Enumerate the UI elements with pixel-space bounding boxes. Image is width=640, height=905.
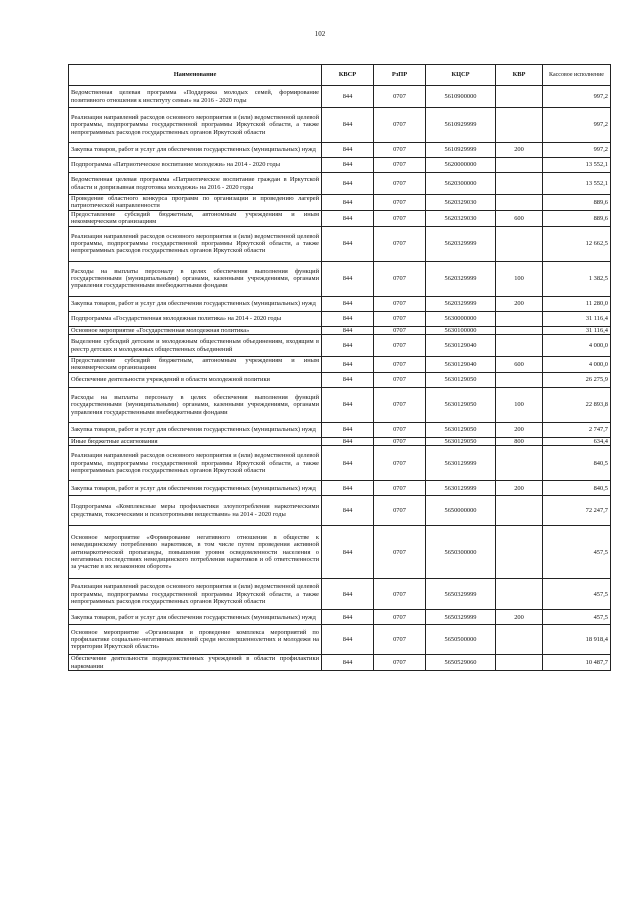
row-kvsr: 844 (322, 422, 374, 437)
row-kcsr: 5630100000 (426, 326, 496, 334)
row-kvsr: 844 (322, 195, 374, 211)
row-cash-execution: 11 280,0 (543, 296, 611, 311)
row-kvsr: 844 (322, 311, 374, 326)
row-rzpr: 0707 (374, 422, 426, 437)
table-row (69, 173, 611, 195)
row-kcsr: 5650000000 (426, 496, 496, 526)
row-name: Расходы на выплаты персоналу в целях обеспечения выполнения функций государственными (муниципальными) органами, казенными учреждениями, органами управления государственными внебюджетными фондами (69, 261, 322, 296)
row-rzpr: 0707 (374, 655, 426, 671)
row-kvsr: 844 (322, 496, 374, 526)
row-kcsr: 5620329999 (426, 261, 496, 296)
row-kvr (496, 158, 543, 173)
table-row (69, 357, 611, 373)
row-cash-execution: 4 000,0 (543, 335, 611, 357)
table-row (69, 437, 611, 445)
row-kcsr: 5610900000 (426, 86, 496, 108)
row-kvr (496, 625, 543, 655)
row-cash-execution: 997,2 (543, 86, 611, 108)
row-name: Иные бюджетные ассигнования (69, 437, 322, 445)
row-kcsr: 5620300000 (426, 173, 496, 195)
row-kcsr: 5630129999 (426, 481, 496, 496)
row-cash-execution: 457,5 (543, 579, 611, 610)
row-kvr (496, 372, 543, 387)
page-number: 102 (314, 30, 326, 38)
table-row (69, 226, 611, 261)
header-kvr: КВР (496, 65, 543, 86)
row-kvsr: 844 (322, 387, 374, 422)
row-name: Расходы на выплаты персоналу в целях обеспечения выполнения функций государственными (муниципальными) органами, казенными учреждениями, органами управления государственными внебюджетными фондами (69, 387, 322, 422)
row-name: Закупка товаров, работ и услуг для обеспечения государственных (муниципальных) нужд (69, 143, 322, 158)
row-rzpr: 0707 (374, 296, 426, 311)
row-kcsr: 5630000000 (426, 311, 496, 326)
row-name: Закупка товаров, работ и услуг для обеспечения государственных (муниципальных) нужд (69, 610, 322, 625)
row-cash-execution: 997,2 (543, 108, 611, 143)
row-kcsr: 5650329999 (426, 610, 496, 625)
row-rzpr: 0707 (374, 357, 426, 373)
row-cash-execution: 31 116,4 (543, 326, 611, 334)
row-rzpr: 0707 (374, 335, 426, 357)
row-cash-execution: 457,5 (543, 526, 611, 579)
row-rzpr: 0707 (374, 579, 426, 610)
row-kvsr: 844 (322, 446, 374, 481)
row-kcsr: 5630129999 (426, 446, 496, 481)
row-kvsr: 844 (322, 296, 374, 311)
row-cash-execution: 840,5 (543, 481, 611, 496)
row-kvr: 200 (496, 481, 543, 496)
row-kvsr: 844 (322, 261, 374, 296)
row-kvr (496, 108, 543, 143)
row-kvr (496, 86, 543, 108)
table-row (69, 481, 611, 496)
row-name: Подпрограмма «Патриотическое воспитание молодежи» на 2014 - 2020 годы (69, 158, 322, 173)
row-name: Обеспечение деятельности учреждений в области молодежной политики (69, 372, 322, 387)
row-cash-execution: 31 116,4 (543, 311, 611, 326)
row-name: Реализация направлений расходов основного мероприятия и (или) ведомственной целевой программы, подпрограммы государственной программы Иркутской области, а также непрограммных расходов государственных органов Иркутской области (69, 226, 322, 261)
row-rzpr: 0707 (374, 226, 426, 261)
row-name: Основное мероприятие «Организация и проведение комплекса мероприятий по профилактике социально-негативных явлений среди несовершеннолетних и молодежи на территории Иркутской области» (69, 625, 322, 655)
row-kvsr: 844 (322, 143, 374, 158)
row-cash-execution: 13 552,1 (543, 173, 611, 195)
row-kvr: 100 (496, 261, 543, 296)
row-rzpr: 0707 (374, 158, 426, 173)
row-kvsr: 844 (322, 158, 374, 173)
row-cash-execution: 22 893,8 (543, 387, 611, 422)
row-kcsr: 5610929999 (426, 108, 496, 143)
row-kvsr: 844 (322, 579, 374, 610)
row-kvsr: 844 (322, 86, 374, 108)
row-rzpr: 0707 (374, 526, 426, 579)
row-cash-execution: 13 552,1 (543, 158, 611, 173)
row-kvr: 600 (496, 357, 543, 373)
row-cash-execution: 997,2 (543, 143, 611, 158)
row-kvsr: 844 (322, 655, 374, 671)
row-name: Основное мероприятие «Формирование негативного отношения в обществе к немедицинскому потреблению наркотиков, в том числе путем проведения активной антинаркотической пропаганды, повышения уровня осведомленности населения о негативных последствиях немедицинского потребления наркотиков и об ответственности за участие в их незаконном обороте» (69, 526, 322, 579)
row-kcsr: 5620000000 (426, 158, 496, 173)
row-kvsr: 844 (322, 481, 374, 496)
row-cash-execution: 26 275,9 (543, 372, 611, 387)
row-kvr: 200 (496, 422, 543, 437)
row-kcsr: 5630129050 (426, 387, 496, 422)
row-kvsr: 844 (322, 335, 374, 357)
row-kvr: 100 (496, 387, 543, 422)
row-kcsr: 5630129040 (426, 335, 496, 357)
row-kvsr: 844 (322, 108, 374, 143)
row-kvr: 200 (496, 296, 543, 311)
row-cash-execution: 10 487,7 (543, 655, 611, 671)
table-row (69, 261, 611, 296)
row-cash-execution: 457,5 (543, 610, 611, 625)
row-name: Основное мероприятие «Государственная молодежная политика» (69, 326, 322, 334)
row-rzpr: 0707 (374, 437, 426, 445)
table-row (69, 326, 611, 334)
row-name: Подпрограмма «Государственная молодежная политика» на 2014 - 2020 годы (69, 311, 322, 326)
table-row (69, 387, 611, 422)
header-kcsr: КЦСР (426, 65, 496, 86)
row-kvsr: 844 (322, 610, 374, 625)
row-rzpr: 0707 (374, 311, 426, 326)
row-name: Закупка товаров, работ и услуг для обеспечения государственных (муниципальных) нужд (69, 422, 322, 437)
row-name: Ведомственная целевая программа «Поддержка молодых семей, формирование позитивного отношения к институту семьи» на 2016 - 2020 годы (69, 86, 322, 108)
table-row (69, 143, 611, 158)
row-cash-execution: 889,6 (543, 195, 611, 211)
row-kvr: 800 (496, 437, 543, 445)
row-kvr (496, 195, 543, 211)
row-kvr (496, 526, 543, 579)
row-name: Ведомственная целевая программа «Патриотическое воспитание граждан в Иркутской области и допризывная подготовка молодежи» на 2016 - 2020 годы (69, 173, 322, 195)
row-rzpr: 0707 (374, 143, 426, 158)
row-name: Предоставление субсидий бюджетным, автономным учреждениям и иным некоммерческим организациям (69, 210, 322, 226)
row-kvsr: 844 (322, 173, 374, 195)
table-row (69, 210, 611, 226)
table-row (69, 195, 611, 211)
row-kcsr: 5650500000 (426, 625, 496, 655)
row-kvsr: 844 (322, 372, 374, 387)
table-row (69, 496, 611, 526)
row-kcsr: 5610929999 (426, 143, 496, 158)
row-rzpr: 0707 (374, 387, 426, 422)
row-name: Выделение субсидий детским и молодежным общественным объединениям, входящим в реестр детских и молодежных общественных объединений (69, 335, 322, 357)
row-kvr: 200 (496, 143, 543, 158)
row-rzpr: 0707 (374, 210, 426, 226)
row-cash-execution: 72 247,7 (543, 496, 611, 526)
table-row (69, 335, 611, 357)
row-kcsr: 5620329999 (426, 226, 496, 261)
table-body (69, 86, 611, 671)
row-kcsr: 5620329030 (426, 210, 496, 226)
row-name: Предоставление субсидий бюджетным, автономным учреждениям и иным некоммерческим организациям (69, 357, 322, 373)
row-kvr (496, 655, 543, 671)
row-kvsr: 844 (322, 437, 374, 445)
budget-table (68, 64, 611, 671)
row-name: Реализация направлений расходов основного мероприятия и (или) ведомственной целевой программы, подпрограммы государственной программы Иркутской области, а также непрограммных расходов государственных органов Иркутской области (69, 446, 322, 481)
table-row (69, 108, 611, 143)
header-kvsr: КВСР (322, 65, 374, 86)
table-header-row (69, 65, 611, 86)
row-kcsr: 5630129040 (426, 357, 496, 373)
row-name: Закупка товаров, работ и услуг для обеспечения государственных (муниципальных) нужд (69, 481, 322, 496)
row-kcsr: 5630129050 (426, 372, 496, 387)
row-kvr: 200 (496, 610, 543, 625)
row-cash-execution: 4 000,0 (543, 357, 611, 373)
row-rzpr: 0707 (374, 173, 426, 195)
row-name: Реализация направлений расходов основного мероприятия и (или) ведомственной целевой программы, подпрограммы государственной программы Иркутской области, а также непрограммных расходов государственных органов Иркутской области (69, 108, 322, 143)
row-kcsr: 5630129050 (426, 422, 496, 437)
row-kvr (496, 496, 543, 526)
row-name: Закупка товаров, работ и услуг для обеспечения государственных (муниципальных) нужд (69, 296, 322, 311)
row-kvsr: 844 (322, 326, 374, 334)
row-kvr (496, 311, 543, 326)
table-row (69, 296, 611, 311)
row-name: Обеспечение деятельности подведомственных учреждений в области профилактики наркомании (69, 655, 322, 671)
row-rzpr: 0707 (374, 195, 426, 211)
row-rzpr: 0707 (374, 481, 426, 496)
row-cash-execution: 12 662,5 (543, 226, 611, 261)
header-rzpr: РзПР (374, 65, 426, 86)
row-name: Подпрограмма «Комплексные меры профилактики злоупотребления наркотическими средствами, токсическими и психотропными веществами» на 2014 - 2020 годы (69, 496, 322, 526)
row-name: Проведение областного конкурса программ по организации и проведению лагерей патриотической направленности (69, 195, 322, 211)
row-kvsr: 844 (322, 226, 374, 261)
row-cash-execution: 2 747,7 (543, 422, 611, 437)
row-kcsr: 5650329999 (426, 579, 496, 610)
table-row (69, 625, 611, 655)
row-kvr (496, 326, 543, 334)
row-rzpr: 0707 (374, 496, 426, 526)
row-kvr (496, 173, 543, 195)
table-row (69, 86, 611, 108)
row-cash-execution: 634,4 (543, 437, 611, 445)
table-row (69, 372, 611, 387)
row-rzpr: 0707 (374, 625, 426, 655)
table-row (69, 446, 611, 481)
row-kvsr: 844 (322, 357, 374, 373)
table-row (69, 311, 611, 326)
row-rzpr: 0707 (374, 610, 426, 625)
row-kcsr: 5650529060 (426, 655, 496, 671)
table-row (69, 422, 611, 437)
row-kvsr: 844 (322, 625, 374, 655)
row-rzpr: 0707 (374, 108, 426, 143)
row-rzpr: 0707 (374, 326, 426, 334)
row-cash-execution: 840,5 (543, 446, 611, 481)
row-cash-execution: 889,6 (543, 210, 611, 226)
row-kcsr: 5630129050 (426, 437, 496, 445)
row-rzpr: 0707 (374, 372, 426, 387)
row-rzpr: 0707 (374, 446, 426, 481)
table-row (69, 655, 611, 671)
row-rzpr: 0707 (374, 261, 426, 296)
row-kvr (496, 579, 543, 610)
header-cash-execution: Кассовое исполнение (543, 65, 611, 86)
table-row (69, 158, 611, 173)
row-kvr (496, 226, 543, 261)
table-row (69, 526, 611, 579)
row-name: Реализация направлений расходов основного мероприятия и (или) ведомственной целевой программы, подпрограммы государственной программы Иркутской области, а также непрограммных расходов государственных органов Иркутской области (69, 579, 322, 610)
row-rzpr: 0707 (374, 86, 426, 108)
header-name: Наименование (69, 65, 322, 86)
table-row (69, 579, 611, 610)
row-kvsr: 844 (322, 210, 374, 226)
row-cash-execution: 1 382,5 (543, 261, 611, 296)
row-kcsr: 5620329999 (426, 296, 496, 311)
row-cash-execution: 18 918,4 (543, 625, 611, 655)
row-kvsr: 844 (322, 526, 374, 579)
table-row (69, 610, 611, 625)
row-kvr (496, 335, 543, 357)
row-kvr (496, 446, 543, 481)
row-kcsr: 5650300000 (426, 526, 496, 579)
row-kcsr: 5620329030 (426, 195, 496, 211)
row-kvr: 600 (496, 210, 543, 226)
